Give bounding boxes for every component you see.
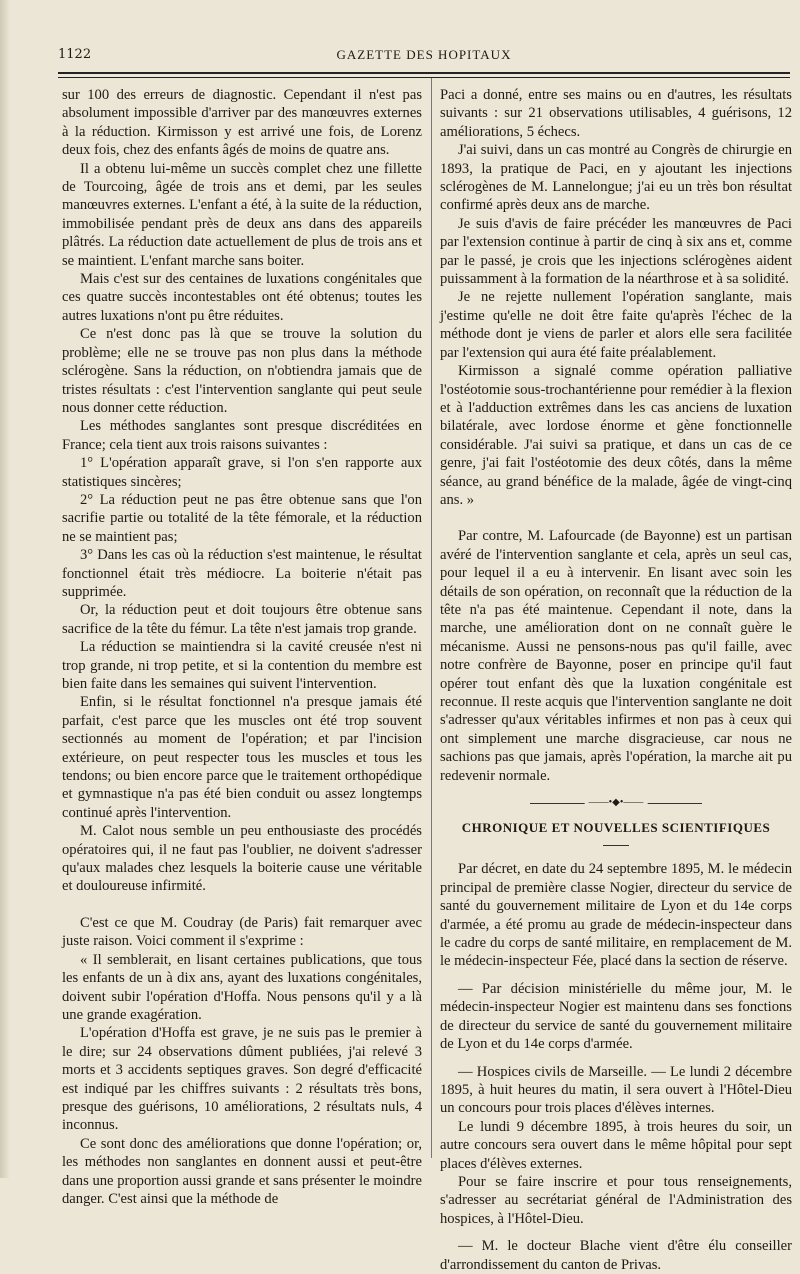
page-number: 1122 [58,47,92,62]
quote-paragraph: Ce sont donc des améliorations que donne l'opération; or, les méthodes non sanglantes en donnent aussi et peut-être dans une proportion aussi grande et sans présenter le moindre danger. C'est ainsi que la méthode de [62,1135,422,1207]
news-item: Le lundi 9 décembre 1895, à trois heures du soir, un autre concours sera ouvert dans le même hôpital pour sept places d'élèves externes. [440,1118,792,1172]
paragraph: Il a obtenu lui-même un succès complet chez une fillette de Tourcoing, âgée de trois ans et demi, par les seules manœuvres externes. L'enfant a été, à la suite de la réduction, immobilisée pendant près de deux ans dans des appareils plâtrés. La réduction date actuellement de plus de trois ans et se maintient. L'enfant marche sans boiter. [62,160,422,269]
section-ornament [440,797,792,811]
news-item: Pour se faire inscrire et pour tous renseignements, s'adresser au secrétariat général de l'Administration des hospices, à l'Hôtel-Dieu. [440,1173,792,1227]
quote-paragraph: L'opération d'Hoffa est grave, je ne suis pas le premier à le dire; sur 24 observations dûment publiées, j'ai relevé 3 morts et 3 accidents septiques graves. Son degré d'efficacité est indiqué par les chiffres suivants : 2 résultats très bons, presque des guérisons, 10 améliorations, 2 résultats nuls, 4 inconnus. [62,1025,422,1134]
news-item: — M. le docteur Blache vient d'être élu conseiller d'arrondissement du canton de Privas. [440,1238,792,1273]
quote-paragraph: « Il semblerait, en lisant certaines publications, que tous les enfants de un à dix ans, ayant des luxations congénitales, doivent subir l'opération d'Hoffa. Nous pensons qu'il y a là une grande exagération. [62,951,422,1023]
paragraph: 3° Dans les cas où la réduction s'est maintenue, le résultat fonctionnel était très médiocre. La boiterie n'était pas supprimée. [62,547,422,600]
header-rule [58,72,790,78]
quote-paragraph: Je suis d'avis de faire précéder les manœuvres de Paci par l'extension continue à partir de cinq à six ans et, comme par le passé, je crois que les injections sclérogènes aident puissamment à la formation de la néarthrose et à sa solidité. [440,215,792,288]
paragraph: 1° L'opération apparaît grave, si l'on s'en rapporte aux statistiques sincères; [62,455,422,490]
quote-paragraph: Paci a donné, entre ses mains ou en d'autres, les résultats suivants : sur 21 observations utilisables, 4 guérisons, 12 améliorations, 5 échecs. [440,87,792,140]
quote-paragraph: Kirmisson a signalé comme opération palliative l'ostéotomie sous-trochantérienne pour remédier à la flexion et à l'adduction extrêmes dans les cas anciens de luxation bilatérale, avec lordose énorme et gène fonctionnelle considérable. J'ai suivi sa pratique, et dans un cas de ce genre, j'ai fait l'ostéotomie des deux côtés, dans la même séance, au grand bénéfice de la malade, âgée de vingt-cinq ans. » [440,363,792,508]
paragraph: Or, la réduction peut et doit toujours être obtenue sans sacrifice de la tête du fémur. La tête n'est jamais trop grande. [62,602,422,637]
paragraph: Ce n'est donc pas là que se trouve la solution du problème; elle ne se trouve pas non plus dans la méthode sclérogène. Sans la réduction, on n'obtiendra jamais que de tristes résultats : c'est l'intervention sanglante qui peut seule nous donner cette réduction. [62,326,422,416]
title-rule [603,845,629,846]
ornament-glyph: ——•◆•—— [585,797,648,809]
paragraph: Enfin, si le résultat fonctionnel n'a presque jamais été parfait, c'est parce que les muscles ont été trop souvent sectionnés au moment de l'opération; et par l'incision extérieure, on peut respecter tous les muscles et tous les tendons; ou bien encore parce que le traitement orthopédique et gymnastique n'a pas été bien conduit ou assez longtemps continué après l'intervention. [62,694,422,821]
quote-paragraph: Je ne rejette nullement l'opération sanglante, mais j'estime qu'elle ne doit être faite qu'après l'échec de la méthode dont je viens de parler et alors elle sera facilitée par l'extension qui aura été faite préalablement. [440,289,792,361]
left-column [62,86,422,1208]
news-item: — Hospices civils de Marseille. — Le lundi 2 décembre 1895, à huit heures du matin, il sera ouvert à l'Hôtel-Dieu un concours pour trois places d'élèves internes. [440,1063,792,1117]
paragraph: Par contre, M. Lafourcade (de Bayonne) est un partisan avéré de l'intervention sanglante et cela, après un seul cas, pour lequel il a eu à intervenir. En lisant avec soin les détails de son opération, on reconnaît que la réduction de la tête n'a pas été maintenue. Cependant il note, dans la marche, une amélioration dont on ne connaît guère le mécanisme. Aussi ne pensons-nous pas qu'il faille, avec notre confrère de Bayonne, poser en principe qu'il faut opérer tout enfant dès que la luxation congénitale est reconnue. Il reste acquis que l'intervention sanglante ne doit s'adresser qu'aux véritables infirmes et non pas à ceux qui ont simplement une marche disgracieuse, car nous ne sachions pas que jamais, après l'opération, la marche ait pu redevenir normale. [440,528,792,784]
paragraph: M. Calot nous semble un peu enthousiaste des procédés opératoires qui, il ne faut pas l'oublier, ne doivent s'adresser qu'aux malades chez lesquels la boiterie cause une véritable et douloureuse infirmité. [62,823,422,895]
paragraph: sur 100 des erreurs de diagnostic. Cependant il n'est pas absolument impossible d'arriver par des manœuvres externes à la réduction. Kirmisson y est arrivé une fois, de Lorenz deux fois, chez des enfants âgés de moins de quatre ans. [62,87,422,159]
paragraph: La réduction se maintiendra si la cavité creusée n'est ni trop grande, ni trop petite, et si la contention du membre est bien faite dans les semaines qui suivent l'intervention. [62,639,422,692]
paragraph: Mais c'est sur des centaines de luxations congénitales que ces quatre succès incontestables ont été obtenus; toutes les autres luxations n'ont pu être réduites. [62,271,422,324]
journal-title: GAZETTE DES HOPITAUX [336,47,512,62]
page-header [58,44,790,66]
column-separator [431,78,432,1158]
quote-paragraph: J'ai suivi, dans un cas montré au Congrès de chirurgie en 1893, la pratique de Paci, en y ajoutant les injections sclérogènes de M. Lannelongue; j'ai eu un très bon résultat confirmé après deux ans de marche. [440,142,792,214]
news-item: Par décret, en date du 24 septembre 1895, M. le médecin principal de première classe Nogier, directeur du service de santé du gouvernement militaire de Lyon et du 14e corps d'armée, a été promu au grade de médecin-inspecteur dans le cadre du corps de santé militaire, en remplacement de M. le médecin-inspecteur Fée, placé dans la section de réserve. [440,861,792,970]
paragraph: 2° La réduction peut ne pas être obtenue sans que l'on sacrifie partie ou totalité de la tête fémorale, et la réduction ne se maintient pas; [62,491,422,545]
right-column [440,86,792,1274]
section-title: CHRONIQUE ET NOUVELLES SCIENTIFIQUES [461,820,771,836]
news-item: — Par décision ministérielle du même jour, M. le médecin-inspecteur Nogier est maintenu dans ses fonctions de directeur du service de santé du gouvernement militaire de Lyon et du 14e corps d'armée. [440,980,792,1053]
paragraph: C'est ce que M. Coudray (de Paris) fait remarquer avec juste raison. Voici comment il s'exprime : [62,914,422,950]
paragraph: Les méthodes sanglantes sont presque discréditées en France; cela tient aux trois raisons suivantes : [62,418,422,453]
